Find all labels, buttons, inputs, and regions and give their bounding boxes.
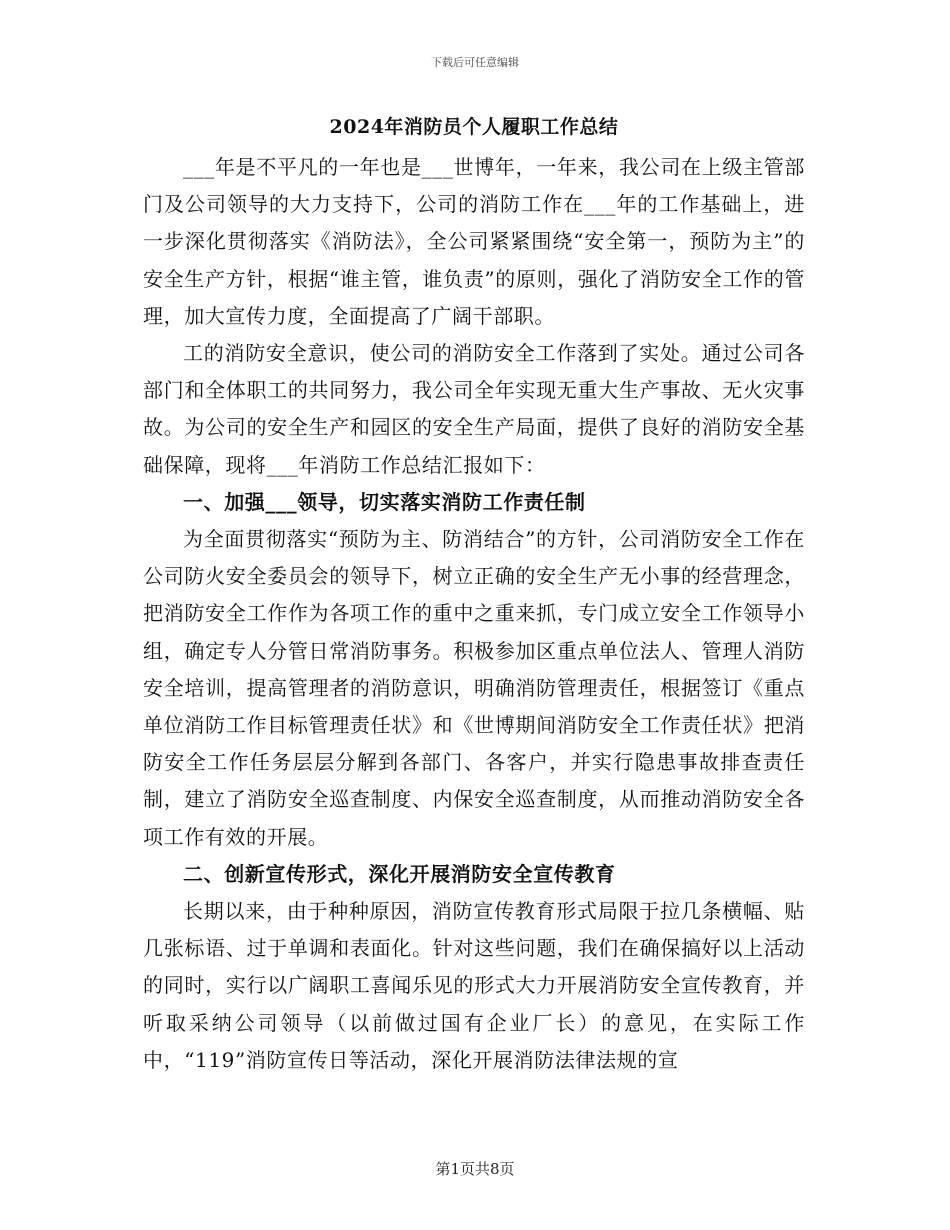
section-2-paragraph: 长期以来，由于种种原因，消防宣传教育形式局限于拉几条横幅、贴几张标语、过于单调和表面化。针对这些问题，我们在确保搞好以上活动的同时，实行以广阔职工喜闻乐见的形式大力开展消防安全宣传教育，并听取采纳公司领导（以前做过国有企业厂长）的意见，在实际工作中，“119”消防宣传日等活动，深化开展消防法律法规的宣 bbox=[143, 899, 805, 1072]
section-1-paragraph: 为全面贯彻落实“预防为主、防消结合”的方针，公司消防安全工作在公司防火安全委员会的领导下，树立正确的安全生产无小事的经营理念，把消防安全工作作为各项工作的重中之重来抓，专门成立安全工作领导小组，确定专人分管日常消防事务。积极参加区重点单位法人、管理人消防安全培训，提高管理者的消防意识，明确消防管理责任，根据签订《重点单位消防工作目标管理责任状》和《世博期间消防安全工作责任状》把消防安全工作任务层层分解到各部门、各客户，并实行隐患事故排查责任制，建立了消防安全巡查制度、内保安全巡查制度，从而推动消防安全各项工作有效的开展。 bbox=[143, 527, 805, 849]
section-2-heading: 二、创新宣传形式，深化开展消防安全宣传教育 bbox=[183, 861, 616, 886]
page-header-note: 下载后可任意编辑 bbox=[431, 56, 519, 69]
section-1-heading: 一、加强___领导，切实落实消防工作责任制 bbox=[183, 489, 586, 514]
intro-paragraph-2: 工的消防安全意识，使公司的消防安全工作落到了实处。通过公司各部门和全体职工的共同努力，我公司全年实现无重大生产事故、无火灾事故。为公司的安全生产和园区的安全生产局面，提供了良好的消防安全基础保障，现将___年消防工作总结汇报如下： bbox=[143, 341, 805, 477]
page-number-footer: 第1页共8页 bbox=[435, 1160, 515, 1178]
document-body bbox=[143, 107, 805, 1079]
intro-paragraph-1: ___年是不平凡的一年也是___世博年，一年来，我公司在上级主管部门及公司领导的大力支持下，公司的消防工作在___年的工作基础上，进一步深化贯彻落实《消防法》，全公司紧紧围绕“安全第一，预防为主”的安全生产方针，根据“谁主管，谁负责”的原则，强化了消防安全工作的管理，加大宣传力度，全面提高了广阔干部职。 bbox=[143, 155, 805, 328]
document-title: 2024年消防员个人履职工作总结 bbox=[329, 116, 619, 138]
